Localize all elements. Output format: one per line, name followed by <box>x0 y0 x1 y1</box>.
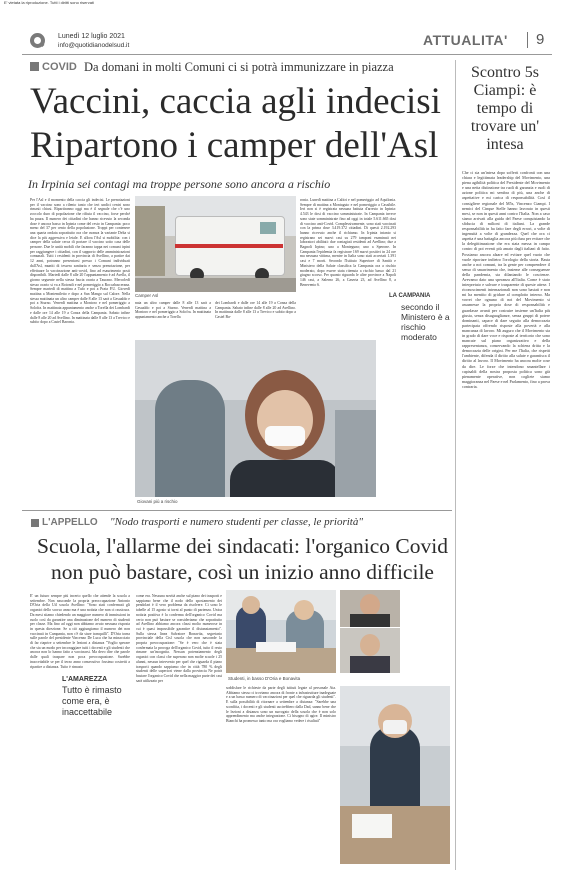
doria-portrait <box>340 590 400 627</box>
main-title-line2: Ripartono i camper dell'Asl <box>30 125 439 166</box>
young-people-photo-caption: Giovani più a rischio <box>137 499 178 504</box>
issue-date: Lunedì 12 luglio 2021 <box>58 33 125 40</box>
second-title-line2: non può bastare, così un inizio anno difficile <box>51 560 434 584</box>
main-col4-text: ronia. Lunedì mattina a Calitri e nel pomeriggio ad Aquilonia. Sempre di mattina a Montaguto e nel pomeriggio a Cassibile. Ieri non si è registrata nessuna battuta d'arresto in Irpinia: 4.543 le dosi di vaccino somministrate. In Campania invece sono state somministrate fino ad oggi in totale 5.611.665 dosi di vaccino anti-Covid. Complessivamente, sono stati vaccinati con la prima dose 3.419.372 cittadini. Di questi 2.192.293 hanno ricevuto anche il richiamo. In Irpinia intanto si registrano sei nuovi casi su 279 tamponi esaminati nei laboratori abilitati: due contagiati residenti ad Avellino; due a Bagnoli Irpino; uno a Monteguno; uno a Sperone. In Campania l'epidemia fa registrare 169 nuovi positivi in 24 ore ma nessuna vittima, mentre in Italia sono stati accertati 1.391 casi e 7 morti. Secondo l'Istituto Superiore di Sanità e Ministero della Salute classifica la Campania ora a rischio moderato, dopo essere stata ritenuta a rischio basso dal 21 giugno scorso. Per quanto riguarda le altre province a Napoli 146 casi, a Salerno 26, a Caserta 23, ad Avellino 8, a Benevento 6. <box>300 198 396 287</box>
copyright-notice: E' vietata la riproduzione. Tutti i diritti sono riservati <box>4 1 94 5</box>
bonavita-portrait <box>340 628 400 673</box>
campania-box <box>389 293 451 353</box>
page-number: 9 <box>536 31 545 48</box>
second-col1-text: E' un futuro sempre più incerto quello che attende la scuola a settembre. Non nasconde la propria preoccupazione Antonio D'Oria della Uil scuola Avellino: "Sono stati confermati gli organici dello scorso anno ma è una notizia che non ci rassicura. Da mesi stiamo chiedendo un maggiore numero di immissioni in ruolo così da garantire una diminuzione del numero di studenti per classe. Ma fino ad oggi non abbiamo avuto nessuna risposta in questa direzione. Se a ciò aggiungiamo il numero dei non vaccinati in Campania, non c'è da stare tranquilli". D'Oria torna sulle parole del presidente Vincenzo De Luca che ha minacciato di far riaprire a settembre le lezioni a distanza "Voglio sperare che sia un modo per incoraggiare tutti i docenti e gli studenti che ancora non lo hanno fatto a vaccinarsi. Ma devo dire che parole dalle quali traspare non poca preoccupazione. Sarebbe inaccettabile se per il terzo anno consecutivo fossimo costretti a ripartire a distanza. Tutto è rimasto <box>30 594 130 669</box>
camper-photo-caption: Camper Asl <box>135 293 159 298</box>
main-col1-text: Per l'Asl e il momento della caccia gli indecisi. Le prenotazioni per il vaccino sono a rilento tanto che ieri undici centri sono rimasti chiusi. Ripartiranno oggi ma è il segnale che c'è uno zoccolo duro di popolazione che rifiuta il vaccino, forse perché ha paura. Il numero dei cittadini che hanno ricevuto la seconda dose è ancora basso in Irpinia come del resto in Campania: poco meno del 37 per cento della popolazione. Troppi per contenere una quarta ondata soprattutto ora che avanza la variante Delta si dice la più aggressiva e letale. E allora l'Asl si mobilita: con i camper della salute cerca di portare il vaccino sotto casa delle persone. Due le unità mobili che faranno tappa nei comuni irpini per raggiungere i cittadini, con il supporto delle amministrazioni comunali. Tutti i residenti in provincia di Avellino, a partire dai 12 anni, potranno presentarsi presso i Comuni individuati dall'Asl, muniti di tessera sanitaria e senza prenotazione, per effettuare la vaccinazione anti-covid, fino ad esaurimento posti disponibili. Martedì dalle 8 alle 20 l'appuntamento è ad Avella, il giorno seguente nella stessa fascia oraria a Taurano. Mercoledì stesso orario si va a Rotondi e nel pomeriggio a Roccabascerana. Sempre martedì di mattina a Tufo e poi a Prata P.U. Giovedì mattina a Montemiletto e dopo a San Mango sul Calore. Nella stessa mattinata un altro camper dalle 8 alle 13 sarà a Gesualdo e poi a Sturno. Venerdì mattina a Montoro e nel pomeriggio a Solofra. In mattinata appuntamento anche a Torella dei Lombardi e dalle ore 14 alle 19 a Conza della Campania. Sabato infine dalle 8 alle 20 ad Avellino. In mattinata dalle 8 alle 13 a Trevico e subito dopo a Castel Baronia. <box>30 198 130 325</box>
kicker-square-icon <box>30 62 39 71</box>
second-col2-text: come era. Nessuna novità anche sul piano dei trasporti e sappiamo bene che il nodo dello spostamento dei pendolari è il vero problema da risolvere. Ci sono le tabelle al 15 agosto si torni al punto di partenza. Unica notizia positiva è la conferma dell'organico Covid ma certo non può bastare se consideriamo che soprattutto ad Avellino abbiamo ancora classi molto numerose in cui è quasi impossibile garantire il distanziamento". Sulla stessa linea Salvatore Bonavita, segretario provinciale della Cisl scuola che non nasconde la propria preoccupazione: "Se è vero che è stata confermata la proroga dell'organico Covid, tutto il resto rimane un'incognita. Nessun potenziamento degli organici con classi che superano non molte scuole i 25 alunni, nessun intervento per quel che riguarda il piano trasporti quando sappiamo che in città 780 % degli studenti delle superiori viene dalla provincia Ne potrà bastare l'organico Covid che nella maggior parte dei casi sarà utilizzato per <box>136 594 222 683</box>
kicker2-tag: L'APPELLO <box>42 517 98 528</box>
sidebar-divider <box>455 60 456 870</box>
sidebar-title: Scontro 5s Ciampi: è tempo di trovare un' intesa <box>470 64 540 153</box>
main-col3-text: dei Lombardi e dalle ore 14 alle 19 a Conza della Campania. Sabato infine dalle 8 alle 20 ad Avellino. In mattinata dalle 8 alle 13 a Trevico e subito dopo a Castel Ba- <box>215 301 296 320</box>
classroom-photo <box>340 686 450 864</box>
quote-label: L'AMAREZZA <box>62 676 108 683</box>
quote-text: Tutto è rimasto come era, è inaccettabile <box>62 685 122 717</box>
kicker2-text: "Nodo trasporti e numero studenti per classe, le priorità" <box>110 516 363 528</box>
students-photo <box>226 590 336 673</box>
contact-email: info@quotidianodelsud.it <box>58 42 130 49</box>
quote-box <box>62 676 134 728</box>
second-col3-text: soddisfare le richieste da parte degli istituti legate al personale Ata. Abbiamo stesso ci troviamo ancora di fronte a infrastrutture inadeguate e a un basso numero di vaccinazioni per quel che riguarda gli studenti". E sulla possibilità di ritornare a settembre a distanza: "Sarebbe una sconfitta, i docenti e gli studenti uscirebbero dalla Dad, sanno bene che le lezioni a distanza sono un surrogato della scuola che è non solo apprendimento ma anche integrazione. Ci bisogno di agire. Il ministro Bianchi ha promesso tanto ma ora vogliamo vedere i risultati" <box>226 686 336 723</box>
campania-box-text: secondo il Ministero è a rischio moderato <box>401 302 450 342</box>
campania-box-label: LA CAMPANIA <box>389 293 431 299</box>
kicker-tag: COVID <box>42 61 77 73</box>
sidebar-body: Che ci sia un'intesa dopo sofferti confronti con una chiara e legittimata leadership del Movimento, una piena agibilità politica del Presidente del Movimento e una netta distinzione tra ruoli di garanzia e ruoli di azione politica mi sembra di più, una anche di aspettative e mi carica di responsabilità. Così il consigliere regionale del M5s, Vincenzo Ciampi. I nemici del Cinque Stelle hanno lavorato in questi mesi, se non in questi anni contro l'Italia. Non a caso siamo arrivati alla guida del Paese conquistando la sfiducia di milioni di italiani. La grande responsabilità in ha fatto fare degli errori, a volte di ingenuità a volte di grandezza. Quel che ora ci aspetta è una battaglia ancora più dura per evitare che la delegittimazione che era stata messa in campo contro di poi eventi più amato dagli italiani di fatto. Possiamo ancora alzare ed evitare quel vuoto che vuole riportare indietro l'orologio della storia. Basta anche a noi comuni, tra la gente per comprendere il senso di smarrimento che, insieme alle conseguenze della pandemia, sta dilaniando le coscienze. Avevamo dato una speranza all'Italia. Come è stato interpretato e salvare e trasparente di queste attese. I riconoscimenti internazionali non sono bastati e non mi ha mentito di gridare al complotto interno. Ma vorrei che ognuno di noi del Movimento si assumesse la propria dose di responsabilità e guardasse avanti per costruire insieme un'Italia più giusta, senza disuguaglianze, senza gruppi di potere dominanti, capace di dare seguito alla democrazia partecipata offrendo risposte alla povertà e alla mancanza di lavoro. Mi auguro che il Movimento sia in grado di dare voce e risposte al territorio che sono mancate sul piano organizzativo e della rappresentanza, conservando la schiena dritta e la democrazia delle origini. Per me l'Italia, che rispetti l'ambiente, difenda il diritto alla salute e garantisca il diritto al lavoro. Il Movimento ha ancora molte cose da dire. Le forze che intendono smantellare i capisaldi della nostra proposta politica sono già pienamente operative, non cogliete siamo maggioranza nel Paese e nel Parlamento, fino a prova contraria. <box>462 170 550 389</box>
kicker2-square-icon <box>31 519 39 527</box>
camper-photo <box>135 196 296 292</box>
main-title-line1: Vaccini, caccia agli indecisi <box>30 81 441 122</box>
header-rule <box>22 54 552 55</box>
section-name: ATTUALITA' <box>423 32 508 48</box>
section-rule <box>22 510 452 511</box>
students-photo-caption: Studenti, in basso D'Oria e Bonavita <box>228 676 301 681</box>
header-divider <box>527 32 528 48</box>
second-title-line1: Scuola, l'allarme dei sindacati: l'organico Covid <box>37 534 448 558</box>
main-subtitle: In Irpinia sei contagi ma troppe persone sono ancora a rischio <box>28 177 331 191</box>
kicker-text: Da domani in molti Comuni ci si potrà immunizzare in piazza <box>84 60 394 74</box>
newspaper-logo-icon <box>30 33 45 48</box>
main-col2-text: nata un altro camper dalle 8 alle 13 sarà a Gesualdo e poi a Sturno. Venerdì mattina a Montoro e nel pomeriggio a Solofra. In mattinata appuntamento anche a Torella <box>135 301 211 320</box>
